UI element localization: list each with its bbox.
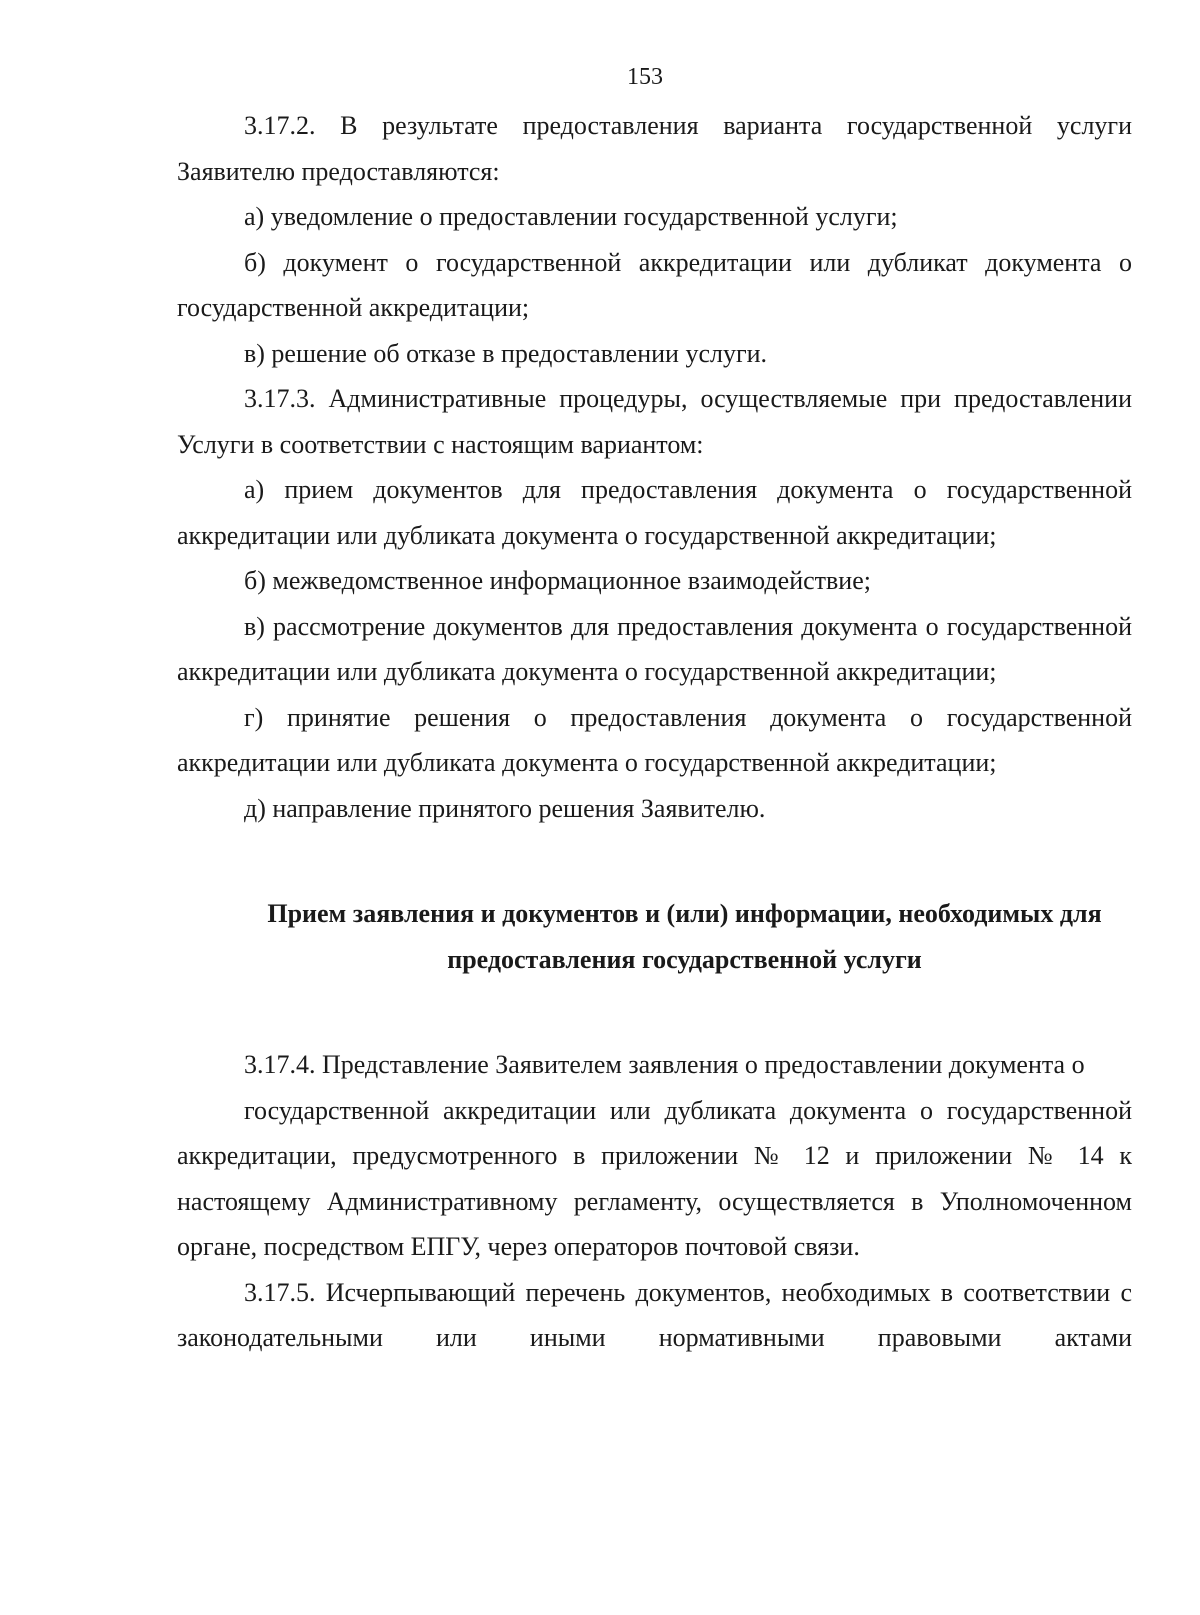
paragraph-3-17-4-first-line: 3.17.4. Представление Заявителем заявления о предоставлении документа о (244, 1050, 1085, 1079)
list-item-a: а) уведомление о предоставлении государственной услуги; (244, 202, 898, 231)
list-item-v: в) решение об отказе в предоставлении услуги. (244, 338, 768, 368)
procedure-item-d: д) направление принятого решения Заявителю. (244, 793, 766, 823)
section-heading: Прием заявления и документов и (или) информации, необходимых для предоставления государственной услуги (267, 899, 1102, 974)
procedure-item-v: в) рассмотрение документов для предоставления документа о государственной аккредитации или дубликата документа о государственной аккредитации; (177, 611, 1132, 686)
procedure-item-g: г) принятие решения о предоставления документа о государственной аккредитации или дубликата документа о государственной аккредитации; (177, 702, 1132, 777)
procedure-item-a: а) прием документов для предоставления документа о государственной аккредитации или дубликата документа о государственной аккредитации; (177, 475, 1132, 550)
paragraph-3-17-5: 3.17.5. Исчерпывающий перечень документов, необходимых в соответствии с законодательными или иными нормативными правовыми актами (177, 1277, 1132, 1352)
page-number: 153 (627, 64, 663, 90)
paragraph-3-17-2: 3.17.2. В результате предоставления варианта государственной услуги Заявителю предоставляются: (177, 111, 1132, 186)
list-item-b: б) документ о государственной аккредитации или дубликат документа о государственной аккредитации; (177, 247, 1132, 322)
procedure-item-b: б) межведомственное информационное взаимодействие; (244, 566, 871, 595)
paragraph-3-17-4-body: государственной аккредитации или дубликата документа о государственной аккредитации, предусмотренного в приложении № 12 и приложении № 14 к настоящему Административному регламенту, осуществляется в Уполномоченном органе, посредством ЕПГУ, через операторов почтовой связи. (177, 1095, 1132, 1261)
paragraph-3-17-3: 3.17.3. Административные процедуры, осуществляемые при предоставлении Услуги в соответствии с настоящим вариантом: (177, 384, 1132, 459)
document-body (177, 103, 1132, 1361)
